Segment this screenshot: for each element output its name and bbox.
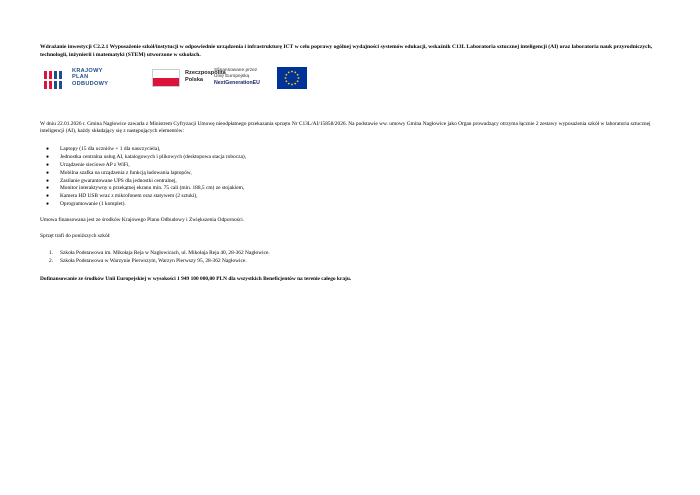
- list-item-text: Mobilna szafka na urządzenia z funkcją ładowania laptopów,: [60, 169, 192, 176]
- eu-star-icon: [297, 80, 299, 82]
- eu-logo: [214, 65, 334, 93]
- list-item: [46, 193, 662, 201]
- kpo-line3: ODBUDOWY: [72, 80, 109, 87]
- eu-line2: Unię Europejską: [214, 74, 250, 79]
- kpo-line2: PLAN: [72, 74, 89, 81]
- bullet-icon: ●: [46, 194, 50, 200]
- list-item: [46, 169, 662, 178]
- bullet-icon: ●: [46, 186, 50, 192]
- eu-star-icon: [294, 71, 296, 73]
- list-item-text: Laptopy (15 dla uczniów + 1 dla nauczyciela),: [60, 146, 161, 153]
- list-item-text: Zasilanie gwarantowane UPS dla jednostki centralnej,: [60, 177, 177, 184]
- bullet-icon: ●: [46, 170, 50, 176]
- eu-line1: Sfinansowane przez: [214, 68, 258, 73]
- schools-list: [40, 250, 662, 266]
- eu-star-icon: [285, 74, 287, 76]
- logo-strip: [40, 63, 440, 93]
- rp-logo: [152, 67, 226, 91]
- list-item-text: Jednostka centralna usług AI, katalogowych i plikowych (desktopowa stacja robocza),: [60, 154, 247, 161]
- list-number: 1.: [49, 250, 54, 257]
- kpo-line1: KRAJOWY: [72, 68, 103, 74]
- bullet-icon: ●: [46, 163, 50, 168]
- list-item-text: Szkoła Podstawowa im. Mikołaja Reja w Nagłowicach, ul. Mikołaja Reja 40, 28-362 Nagłowice.: [60, 250, 270, 257]
- eu-star-icon: [297, 74, 299, 76]
- bullet-icon: ●: [46, 178, 50, 184]
- bullet-icon: ●: [46, 201, 50, 207]
- eu-star-icon: [288, 83, 290, 85]
- rp-line2: Polska: [185, 76, 204, 83]
- eu-star-icon: [291, 71, 293, 73]
- list-item-text: Oprogramowanie (1 komplet).: [60, 200, 126, 207]
- bullet-icon: ●: [46, 147, 50, 153]
- list-item-text: Szkoła Podstawowa w Warzynie Pierwszym, Warzyn Pierwszy 95, 28-362 Nagłowice.: [60, 257, 247, 264]
- eu-star-icon: [288, 71, 290, 73]
- list-item-text: Kamera HD USB wraz z mikrofonem oraz statywem (2 sztuki),: [60, 193, 198, 200]
- eu-star-icon: [294, 83, 296, 85]
- kpo-mark-icon: [42, 69, 68, 91]
- eu-line3: NextGenerationEU: [214, 80, 260, 86]
- eu-star-icon: [291, 84, 293, 86]
- bullet-icon: ●: [46, 155, 50, 161]
- eu-star-icon: [298, 77, 300, 79]
- schools-intro: Sprzęt trafi do poniższych szkół:: [40, 232, 111, 239]
- kpo-logo: [42, 66, 122, 92]
- list-item-text: Urządzenie sieciowe AP z WiFi,: [60, 162, 130, 168]
- list-number: 2.: [49, 257, 54, 264]
- financing-paragraph: Umowa finansowana jest ze środków Krajowego Planu Odbudowy i Zwiększenia Odporności.: [40, 216, 245, 223]
- eu-flag-icon: [277, 67, 307, 89]
- equipment-list: [40, 146, 662, 208]
- list-item: [46, 162, 662, 170]
- list-item-text: Monitor interaktywny o przekątnej ekranu min. 75 cali (min. 188,5 cm) ze stojakiem,: [60, 185, 245, 192]
- list-item: [46, 200, 662, 209]
- rp-line1: Rzeczpospolita: [185, 70, 226, 76]
- list-item: [46, 154, 662, 162]
- document-heading: Wdrażanie inwestycji C2.2.1 Wyposażenie szkół/instytucji w odpowiednie urządzenia i infrastrukturę ICT w celu poprawy ogólnej wydajności systemów edukacji, wskaźnik C13L Laboratoria sztucznej inteligencji (AI) oraz laboratoria nauk przyrodniczych, technologii, inżynierii i matematyki (STEM) utworzone w szkołach.: [40, 44, 653, 58]
- eu-star-icon: [285, 80, 287, 82]
- intro-paragraph: W dniu 22.01.2026 r. Gmina Nagłowice zawarła z Ministrem Cyfryzacji Umowę nieodpłatnego przekazania sprzętu Nr C13L/AI/15858/2026. Na podstawie ww. umowy Gmina Nagłowice jako Organ prowadzący otrzyma łącznie 2 zestawy wyposażenia szkół w laboratoria sztucznej inteligencji (AI), każdy składający się z następujących elementów:: [40, 121, 651, 135]
- funding-statement: Dofinansowanie ze środków Unii Europejskiej w wysokości 1 949 100 000,00 PLN dla wszystkich Beneficjentów na terenie całego kraju.: [40, 275, 352, 282]
- list-item: [49, 250, 662, 258]
- document-body: [40, 121, 662, 283]
- list-item: [49, 257, 662, 266]
- polish-flag-icon: [152, 69, 180, 87]
- kpo-logo-text: [72, 68, 108, 87]
- eu-star-icon: [285, 77, 287, 79]
- eu-logo-text: [214, 68, 260, 86]
